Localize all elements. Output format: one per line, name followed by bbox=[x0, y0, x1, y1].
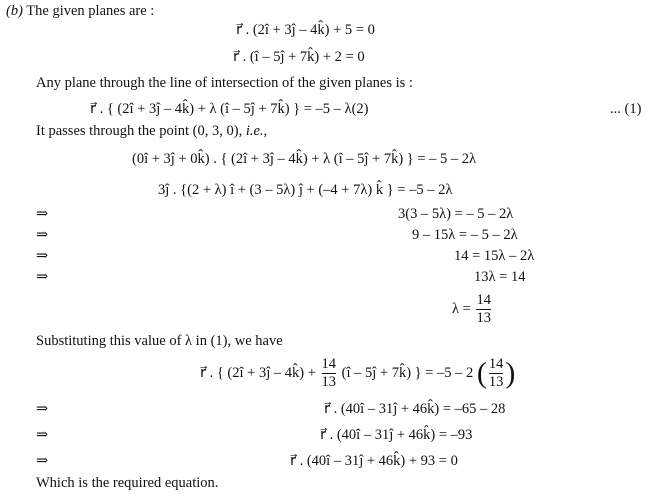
passes-text: It passes through the point (0, 3, 0), bbox=[36, 123, 243, 139]
plane1-equation: r⃗ . (2î + 3ĵ – 4k̂) + 5 = 0 bbox=[236, 22, 375, 38]
final-eq-part-a: r⃗ . { (2î + 3ĵ – 4k̂) + bbox=[200, 365, 316, 381]
substituting-text: Substituting this value of λ in (1), we have bbox=[36, 333, 283, 349]
substitution-equation-1: (0î + 3ĵ + 0k̂) . { (2î + 3ĵ – 4k̂) + λ (î – 5ĵ + 7k̂) } = – 5 – 2λ bbox=[132, 151, 477, 167]
lambda-denominator: 13 bbox=[476, 310, 491, 327]
conclusion-text: Which is the required equation. bbox=[36, 475, 219, 491]
simplified-equation-3: r⃗ . (40î – 31ĵ + 46k̂) + 93 = 0 bbox=[290, 453, 458, 469]
rhs-fraction bbox=[489, 357, 504, 390]
step-2: 9 – 15λ = – 5 – 2λ bbox=[412, 227, 518, 243]
right-paren: ) bbox=[505, 356, 516, 390]
inline-denominator: 13 bbox=[321, 374, 336, 391]
implies-arrow-7: ⇒ bbox=[36, 453, 49, 469]
ie-text: i.e., bbox=[245, 123, 268, 139]
intro-line bbox=[6, 2, 154, 20]
simplified-equation-1: r⃗ . (40î – 31ĵ + 46k̂) = –65 – 28 bbox=[324, 401, 506, 417]
lambda-value bbox=[452, 292, 493, 326]
implies-arrow-4: ⇒ bbox=[36, 269, 49, 285]
step-4: 13λ = 14 bbox=[474, 269, 526, 285]
rhs-denominator: 13 bbox=[488, 374, 504, 391]
rhs-numerator: 14 bbox=[488, 356, 504, 373]
step-1: 3(3 – 5λ) = – 5 – 2λ bbox=[398, 206, 514, 222]
intro-text: The given planes are : bbox=[26, 3, 155, 19]
equation-number: ... (1) bbox=[610, 101, 642, 117]
substitution-equation-2: 3ĵ . {(2 + λ) î + (3 – 5λ) ĵ + (–4 + 7λ) k̂ } = –5 – 2λ bbox=[158, 182, 453, 198]
implies-arrow-5: ⇒ bbox=[36, 401, 49, 417]
final-eq-part-b: (î – 5ĵ + 7k̂) } = –5 – 2 bbox=[341, 365, 474, 381]
implies-arrow-6: ⇒ bbox=[36, 427, 49, 443]
family-equation: r⃗ . { (2î + 3ĵ – 4k̂) + λ (î – 5ĵ + 7k̂) } = –5 – λ(2) bbox=[90, 101, 369, 117]
lambda-lhs: λ = bbox=[452, 301, 471, 317]
final-substituted-equation bbox=[200, 356, 515, 390]
plane2-equation: r⃗ . (î – 5ĵ + 7k̂) + 2 = 0 bbox=[233, 49, 365, 65]
implies-arrow-3: ⇒ bbox=[36, 248, 49, 264]
passes-through-text bbox=[36, 122, 267, 140]
any-plane-text: Any plane through the line of intersection of the given planes is : bbox=[36, 75, 413, 91]
lambda-fraction-inline bbox=[322, 357, 337, 390]
lambda-numerator: 14 bbox=[476, 292, 491, 309]
left-paren: ( bbox=[476, 356, 487, 390]
lambda-fraction bbox=[476, 293, 491, 326]
step-3: 14 = 15λ – 2λ bbox=[454, 248, 535, 264]
inline-numerator: 14 bbox=[321, 356, 336, 373]
simplified-equation-2: r⃗ . (40î – 31ĵ + 46k̂) = –93 bbox=[320, 427, 473, 443]
part-label: (b) bbox=[6, 3, 23, 19]
implies-arrow-1: ⇒ bbox=[36, 206, 49, 222]
implies-arrow-2: ⇒ bbox=[36, 227, 49, 243]
